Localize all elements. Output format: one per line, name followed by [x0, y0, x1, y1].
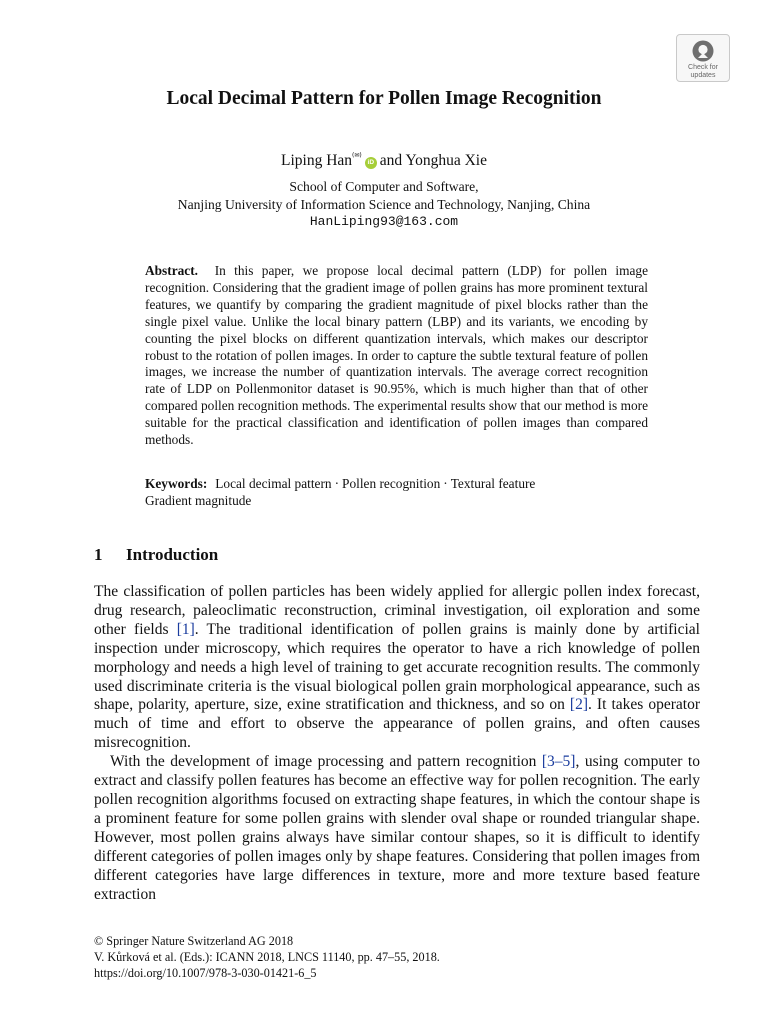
- orcid-icon[interactable]: iD: [365, 157, 377, 169]
- badge-line2: updates: [690, 71, 716, 79]
- keyword-separator: ·: [334, 476, 340, 491]
- body-text: [94, 583, 700, 904]
- affiliation: [0, 178, 768, 231]
- keyword: Local decimal pattern: [215, 476, 332, 491]
- keyword: Pollen recognition: [342, 476, 441, 491]
- copyright: © Springer Nature Switzerland AG 2018: [94, 934, 294, 948]
- keyword-separator: ·: [443, 476, 448, 491]
- paper-title: Local Decimal Pattern for Pollen Image Recognition: [166, 88, 602, 109]
- badge-line1: Check for: [688, 64, 718, 71]
- keywords-heading: Keywords:: [145, 476, 208, 491]
- text-run: With the development of image processing and pattern recognition: [110, 753, 542, 771]
- affiliation-line1: School of Computer and Software,: [289, 179, 479, 194]
- doi-link[interactable]: https://doi.org/10.1007/978-3-030-01421-6_5: [94, 966, 317, 981]
- author-connector: and Yonghua Xie: [379, 152, 487, 169]
- text-run: . The traditional identification of pollen grains is mainly done by artificial inspection under microscopy, which requires the operator to have a rich knowledge of pollen morphology and needs a high level of training to get accurate recognition results. The commonly used discriminate criteria is the visual biological pollen grain morphological appearance, such as shape, polarity, aperture, size, exine stratification and thickness, and so on: [94, 620, 700, 714]
- abstract-heading: Abstract.: [145, 263, 198, 278]
- check-updates-icon: [691, 39, 715, 63]
- author-email[interactable]: HanLiping93@163.com: [309, 214, 459, 229]
- keywords: [145, 476, 648, 510]
- section-number: 1: [94, 545, 103, 564]
- citation-link[interactable]: [2]: [569, 696, 588, 714]
- abstract: [145, 263, 648, 449]
- keyword: Gradient magnitude: [145, 492, 252, 508]
- citation-link[interactable]: [1]: [176, 620, 195, 638]
- envelope-icon[interactable]: (✉): [352, 152, 362, 159]
- section-heading: [94, 543, 218, 567]
- check-for-updates-badge[interactable]: [676, 34, 730, 82]
- affiliation-line2: Nanjing University of Information Science and Technology, Nanjing, China: [177, 196, 591, 212]
- citation-link[interactable]: [3–5]: [541, 753, 576, 771]
- text-run: The classification of pollen particles has been widely applied for allergic pollen index forecast, drug research, paleoclimatic reconstruction, criminal investigation, oil exploration and some other fields: [94, 583, 700, 638]
- section-title: Introduction: [126, 545, 219, 564]
- citation-info: V. Kůrková et al. (Eds.): ICANN 2018, LNCS 11140, pp. 47–55, 2018.: [94, 950, 440, 965]
- author-line: [0, 145, 768, 172]
- text-run: , using computer to extract and classify pollen features has become an effective way for pollen recognition. The early pollen recognition algorithms focused on extracting shape features, in which the contour shape is a prominent feature for some pollen grains with slender oval shape or rounded triangular shape. However, most pollen grains always have similar contour shapes, so it is difficult to identify different categories of pollen images only by shape features. Considering that pollen images from different categories have large differences in texture, more and more texture based feature extraction: [94, 753, 700, 903]
- text-run: . It takes operator much of time and effort to observe the appearance of pollen grains, and often causes misrecognition.: [94, 696, 700, 752]
- keyword: Textural feature: [450, 476, 536, 491]
- abstract-text: In this paper, we propose local decimal pattern (LDP) for pollen image recognition. Considering that the gradient image of pollen grains has more prominent textural features, we quantify by comparing the gradient magnitude of pixel blocks rather than the single pixel value. Unlike the local binary pattern (LBP) and its variants, we encoding by counting the pixel blocks on different quantization intervals, which makes our descriptor robust to the rotation of pollen images. In order to capture the subtle textural feature of pollen images, we increase the number of quantization intervals. The average correct recognition rate of LDP on Pollenmonitor dataset is 90.95%, which is much higher than that of other compared pollen recognition methods. The experimental results show that our method is more suitable for the practical classification and identification of pollen images than compared methods.: [145, 263, 649, 448]
- author-name: Liping Han: [281, 152, 353, 169]
- footer: [94, 933, 440, 982]
- paragraph: [94, 583, 700, 753]
- paragraph: [94, 753, 700, 904]
- badge-text: [688, 64, 718, 79]
